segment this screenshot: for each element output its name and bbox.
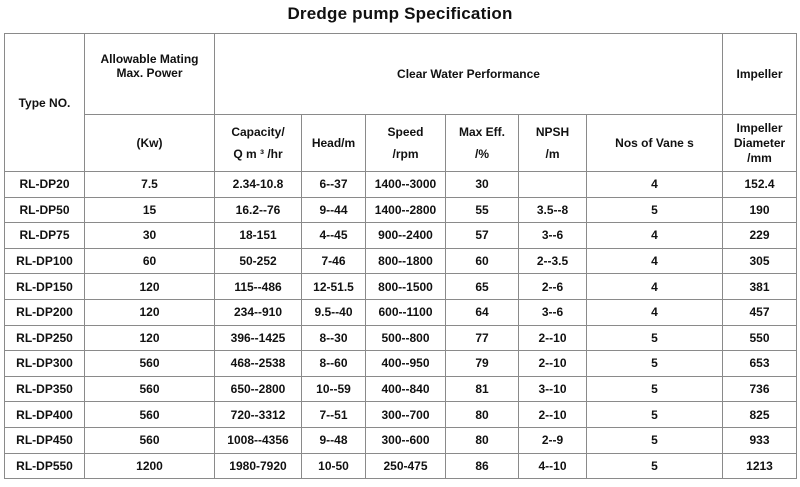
cell-speed: 1400--2800 <box>366 197 446 223</box>
cell-vanes: 5 <box>587 351 723 377</box>
cell-vanes: 4 <box>587 248 723 274</box>
table-row <box>5 274 797 300</box>
cell-impeller-diameter: 229 <box>723 223 797 249</box>
cell-head: 10-50 <box>302 453 366 479</box>
cell-speed: 300--600 <box>366 427 446 453</box>
cell-npsh: 2--9 <box>519 427 587 453</box>
cell-vanes: 5 <box>587 427 723 453</box>
header-impeller-diameter: Impeller Diameter /mm <box>723 115 797 172</box>
cell-impeller-diameter: 305 <box>723 248 797 274</box>
cell-type: RL-DP550 <box>5 453 85 479</box>
cell-power: 1200 <box>85 453 215 479</box>
cell-capacity: 468--2538 <box>215 351 302 377</box>
cell-npsh: 3--6 <box>519 299 587 325</box>
cell-max-eff: 80 <box>446 427 519 453</box>
table-row <box>5 172 797 198</box>
cell-npsh: 3.5--8 <box>519 197 587 223</box>
header-clear-water: Clear Water Performance <box>215 34 723 115</box>
table-row <box>5 376 797 402</box>
cell-max-eff: 81 <box>446 376 519 402</box>
cell-max-eff: 57 <box>446 223 519 249</box>
cell-npsh: 3--10 <box>519 376 587 402</box>
cell-impeller-diameter: 736 <box>723 376 797 402</box>
cell-type: RL-DP450 <box>5 427 85 453</box>
cell-max-eff: 55 <box>446 197 519 223</box>
cell-head: 7-46 <box>302 248 366 274</box>
cell-max-eff: 79 <box>446 351 519 377</box>
table-row <box>5 325 797 351</box>
cell-vanes: 5 <box>587 453 723 479</box>
cell-max-eff: 80 <box>446 402 519 428</box>
cell-speed: 800--1500 <box>366 274 446 300</box>
cell-capacity: 2.34-10.8 <box>215 172 302 198</box>
cell-max-eff: 77 <box>446 325 519 351</box>
cell-power: 560 <box>85 376 215 402</box>
header-npsh: NPSH /m <box>519 115 587 172</box>
cell-power: 15 <box>85 197 215 223</box>
cell-impeller-diameter: 152.4 <box>723 172 797 198</box>
table-row <box>5 197 797 223</box>
header-type-no: Type NO. <box>5 34 85 172</box>
cell-power: 560 <box>85 402 215 428</box>
cell-impeller-diameter: 653 <box>723 351 797 377</box>
cell-capacity: 18-151 <box>215 223 302 249</box>
cell-vanes: 5 <box>587 197 723 223</box>
cell-npsh: 2--10 <box>519 402 587 428</box>
header-row-top <box>5 34 797 115</box>
cell-speed: 1400--3000 <box>366 172 446 198</box>
cell-impeller-diameter: 457 <box>723 299 797 325</box>
table-row <box>5 248 797 274</box>
cell-capacity: 720--3312 <box>215 402 302 428</box>
cell-power: 120 <box>85 325 215 351</box>
cell-power: 7.5 <box>85 172 215 198</box>
cell-capacity: 396--1425 <box>215 325 302 351</box>
header-power <box>85 34 215 115</box>
cell-speed: 300--700 <box>366 402 446 428</box>
cell-type: RL-DP200 <box>5 299 85 325</box>
cell-npsh: 4--10 <box>519 453 587 479</box>
table-row <box>5 351 797 377</box>
cell-npsh: 3--6 <box>519 223 587 249</box>
cell-type: RL-DP300 <box>5 351 85 377</box>
cell-type: RL-DP150 <box>5 274 85 300</box>
cell-max-eff: 64 <box>446 299 519 325</box>
header-impeller: Impeller <box>723 34 797 115</box>
cell-head: 6--37 <box>302 172 366 198</box>
cell-type: RL-DP400 <box>5 402 85 428</box>
cell-max-eff: 60 <box>446 248 519 274</box>
cell-npsh: 2--3.5 <box>519 248 587 274</box>
cell-head: 9--48 <box>302 427 366 453</box>
cell-max-eff: 30 <box>446 172 519 198</box>
cell-head: 9--44 <box>302 197 366 223</box>
cell-speed: 800--1800 <box>366 248 446 274</box>
spec-table <box>4 33 797 479</box>
table-row <box>5 223 797 249</box>
cell-capacity: 650--2800 <box>215 376 302 402</box>
header-power-line1: Allowable Mating <box>100 52 199 66</box>
cell-npsh <box>519 172 587 198</box>
header-head: Head/m <box>302 115 366 172</box>
cell-capacity: 115--486 <box>215 274 302 300</box>
cell-capacity: 1980-7920 <box>215 453 302 479</box>
cell-vanes: 5 <box>587 376 723 402</box>
cell-npsh: 2--10 <box>519 325 587 351</box>
cell-max-eff: 86 <box>446 453 519 479</box>
cell-speed: 250-475 <box>366 453 446 479</box>
cell-head: 4--45 <box>302 223 366 249</box>
header-speed: Speed /rpm <box>366 115 446 172</box>
cell-type: RL-DP100 <box>5 248 85 274</box>
cell-speed: 500--800 <box>366 325 446 351</box>
cell-power: 120 <box>85 274 215 300</box>
cell-power: 30 <box>85 223 215 249</box>
cell-max-eff: 65 <box>446 274 519 300</box>
cell-head: 9.5--40 <box>302 299 366 325</box>
table-row <box>5 427 797 453</box>
cell-vanes: 5 <box>587 402 723 428</box>
cell-vanes: 4 <box>587 172 723 198</box>
cell-impeller-diameter: 381 <box>723 274 797 300</box>
cell-power: 120 <box>85 299 215 325</box>
table-row <box>5 299 797 325</box>
header-power-line2: Max. Power <box>116 66 183 80</box>
cell-type: RL-DP20 <box>5 172 85 198</box>
cell-power: 560 <box>85 427 215 453</box>
cell-impeller-diameter: 1213 <box>723 453 797 479</box>
cell-speed: 400--950 <box>366 351 446 377</box>
cell-type: RL-DP250 <box>5 325 85 351</box>
cell-impeller-diameter: 550 <box>723 325 797 351</box>
cell-head: 8--30 <box>302 325 366 351</box>
cell-type: RL-DP350 <box>5 376 85 402</box>
header-vanes: Nos of Vane s <box>587 115 723 172</box>
cell-impeller-diameter: 190 <box>723 197 797 223</box>
cell-power: 60 <box>85 248 215 274</box>
cell-vanes: 4 <box>587 299 723 325</box>
cell-head: 10--59 <box>302 376 366 402</box>
cell-npsh: 2--6 <box>519 274 587 300</box>
cell-impeller-diameter: 825 <box>723 402 797 428</box>
page-title: Dredge pump Specification <box>287 4 513 23</box>
cell-capacity: 50-252 <box>215 248 302 274</box>
cell-vanes: 4 <box>587 223 723 249</box>
cell-capacity: 1008--4356 <box>215 427 302 453</box>
cell-npsh: 2--10 <box>519 351 587 377</box>
cell-type: RL-DP50 <box>5 197 85 223</box>
header-row-sub <box>5 115 797 172</box>
header-capacity: Capacity/ Q m ³ /hr <box>215 115 302 172</box>
cell-speed: 600--1100 <box>366 299 446 325</box>
cell-head: 12-51.5 <box>302 274 366 300</box>
cell-capacity: 234--910 <box>215 299 302 325</box>
cell-speed: 400--840 <box>366 376 446 402</box>
cell-capacity: 16.2--76 <box>215 197 302 223</box>
header-power-unit: (Kw) <box>85 115 215 172</box>
cell-impeller-diameter: 933 <box>723 427 797 453</box>
table-row <box>5 402 797 428</box>
cell-head: 7--51 <box>302 402 366 428</box>
cell-vanes: 4 <box>587 274 723 300</box>
cell-head: 8--60 <box>302 351 366 377</box>
cell-speed: 900--2400 <box>366 223 446 249</box>
cell-power: 560 <box>85 351 215 377</box>
cell-vanes: 5 <box>587 325 723 351</box>
cell-type: RL-DP75 <box>5 223 85 249</box>
header-max-eff: Max Eff. /% <box>446 115 519 172</box>
data-rows <box>5 172 797 479</box>
table-row <box>5 453 797 479</box>
